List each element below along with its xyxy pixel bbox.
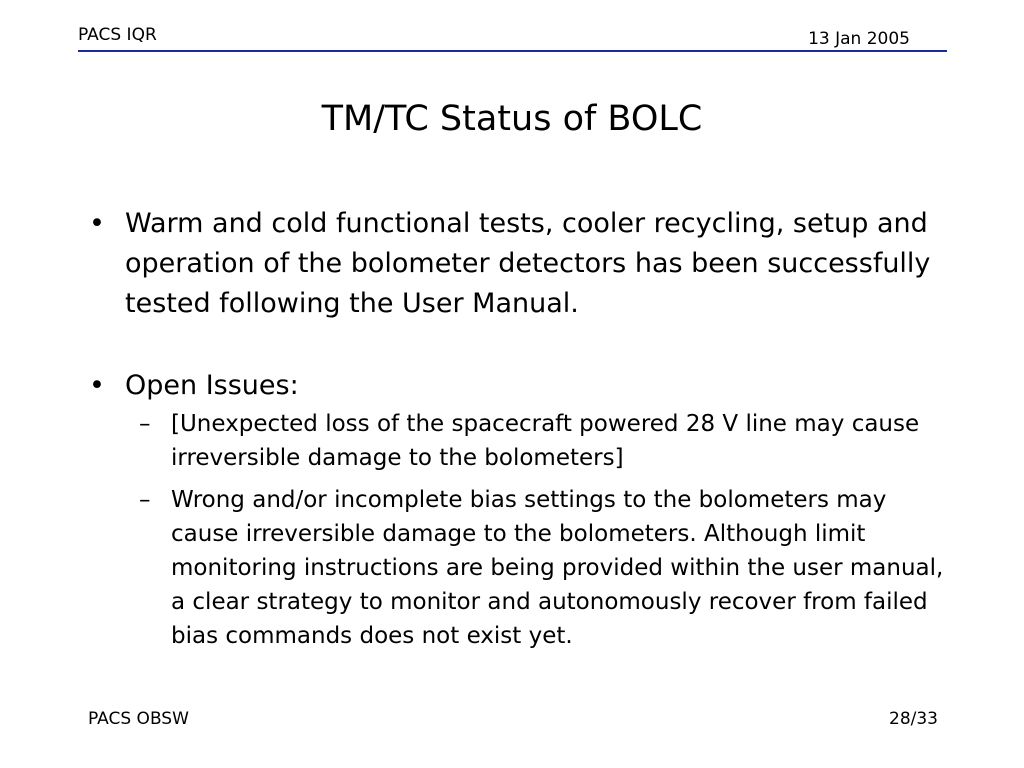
header-left-label: PACS IQR	[78, 25, 157, 45]
slide-body	[85, 204, 945, 653]
header-divider	[78, 50, 947, 52]
subbullet-text: Wrong and/or incomplete bias settings to the bolometers may cause irreversible damage to the bolometers. Although limit monitoring instructions are being provided within the user manual, a clear strategy to monitor and autonomously recover from failed bias commands does not exist yet.	[171, 487, 944, 649]
dash-icon: –	[139, 487, 151, 513]
bullet-text: Open Issues:	[125, 370, 299, 401]
footer-left-label: PACS OBSW	[88, 709, 189, 729]
dash-icon: –	[139, 411, 151, 437]
page-number: 28/33	[889, 709, 938, 729]
bullet-item-open-issues	[85, 366, 945, 653]
subbullet-item-power-loss	[139, 407, 945, 475]
bullet-item-tests	[85, 204, 945, 324]
bullet-text: Warm and cold functional tests, cooler recycling, setup and operation of the bolometer detectors has been successfully tested following the User Manual.	[125, 208, 931, 319]
subbullet-item-bias-settings	[139, 483, 945, 653]
open-issues-list	[139, 407, 945, 653]
slide-title: TM/TC Status of BOLC	[321, 99, 703, 139]
bullet-icon: •	[89, 370, 105, 401]
bullet-icon: •	[89, 208, 105, 239]
header-date: 13 Jan 2005	[808, 29, 910, 49]
subbullet-text: [Unexpected loss of the spacecraft powered 28 V line may cause irreversible damage to the bolometers]	[171, 411, 920, 471]
